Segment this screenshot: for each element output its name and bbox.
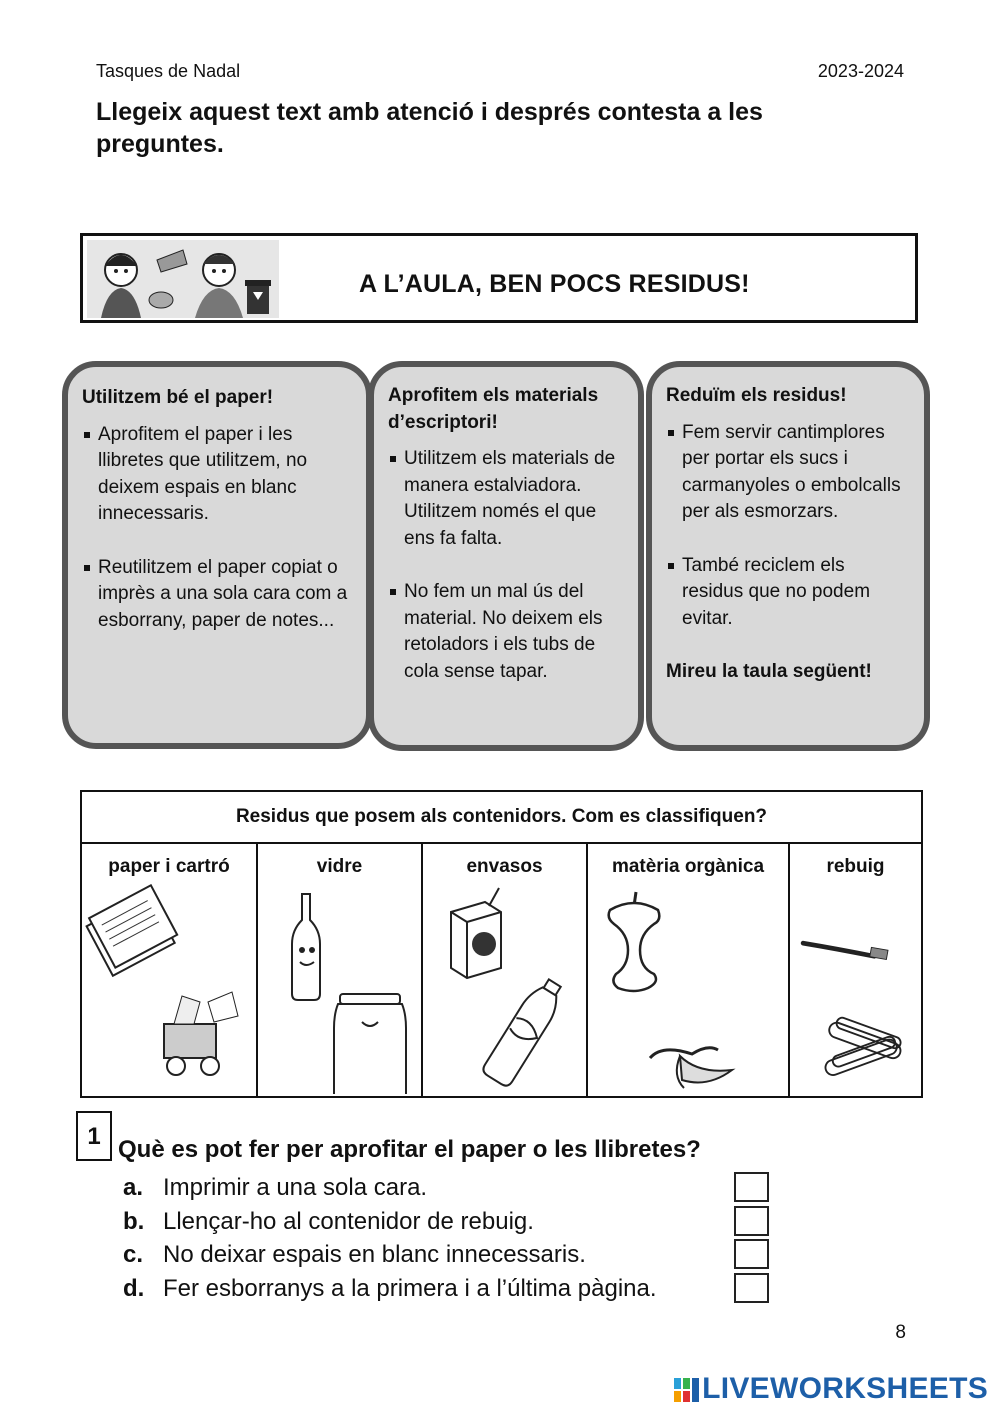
card-item: Reutilitzem el paper copiat o imprès a una sola cara com a esborrany, paper de notes... xyxy=(82,555,352,635)
option-letter: d. xyxy=(123,1275,145,1302)
cardboard-toys-icon xyxy=(164,992,238,1075)
glass-bottle-icon xyxy=(258,884,421,1094)
glass-jar-icon xyxy=(334,994,406,1094)
card-reduce xyxy=(646,361,930,751)
card-item: No fem un mal ús del material. No deixem els retoladors i els tubs de cola sense tapar. xyxy=(388,579,624,685)
card-title: Aprofitem els materials d’escriptori! xyxy=(388,385,599,433)
question-number: 1 xyxy=(76,1111,112,1161)
paper-clips-icon xyxy=(823,1016,902,1077)
brand-text: LIVEWORKSHEETS xyxy=(702,1372,988,1405)
children-recycling-illustration xyxy=(87,240,279,318)
waste-classification-table xyxy=(80,790,923,1098)
option-a xyxy=(123,1174,773,1206)
page-number: 8 xyxy=(895,1322,906,1343)
banner xyxy=(80,233,918,323)
option-letter: a. xyxy=(123,1174,144,1201)
option-text: Imprimir a una sola cara. xyxy=(163,1174,428,1201)
banner-title: A L’AULA, BEN POCS RESIDUS! xyxy=(359,270,750,298)
card-footer: Mireu la taula següent! xyxy=(666,661,872,682)
card-item: Aprofitem el paper i les llibretes que utilitzem, no deixem espais en blanc innecessaris. xyxy=(82,422,352,528)
option-letter: c. xyxy=(123,1241,144,1268)
liveworksheets-icon xyxy=(674,1378,700,1402)
juice-carton-icon xyxy=(423,884,586,1094)
option-d xyxy=(123,1275,773,1307)
table-caption: Residus que posem als contenidors. Com es classifiquen? xyxy=(81,791,922,843)
answer-checkbox-d[interactable] xyxy=(734,1273,769,1303)
answer-checkbox-a[interactable] xyxy=(734,1172,769,1202)
apple-core-icon xyxy=(588,884,788,1094)
card-item: També reciclem els residus que no podem evitar. xyxy=(666,553,910,633)
paper-sheets-icon xyxy=(82,884,256,1094)
column-packaging xyxy=(422,843,587,1097)
instruction: Llegeix aquest text amb atenció i després contesta a les preguntes. xyxy=(96,98,763,158)
brand-logo xyxy=(674,1372,988,1406)
answer-checkbox-c[interactable] xyxy=(734,1239,769,1269)
option-c xyxy=(123,1241,773,1273)
answer-checkbox-b[interactable] xyxy=(734,1206,769,1236)
card-item: Fem servir cantimplores per portar els sucs i carmanyoles o embolcalls per als esmorzars. xyxy=(666,420,910,526)
card-title: Utilitzem bé el paper! xyxy=(82,387,274,408)
option-letter: b. xyxy=(123,1208,145,1235)
banana-peel-icon xyxy=(650,1048,732,1088)
column-header: paper i cartró xyxy=(108,856,230,877)
card-item: Utilitzem els materials de manera estalviadora. Utilitzem només el que ens fa falta. xyxy=(388,446,624,552)
option-text: Llençar-ho al contenidor de rebuig. xyxy=(163,1208,534,1235)
column-header: vidre xyxy=(316,856,363,877)
column-header: envasos xyxy=(466,856,543,877)
card-title: Reduïm els residus! xyxy=(666,385,847,406)
option-text: Fer esborranys a la primera i a l’última pàgina. xyxy=(163,1275,657,1302)
card-paper xyxy=(62,361,372,749)
toothbrush-icon xyxy=(790,884,921,1094)
option-b xyxy=(123,1208,773,1240)
option-text: No deixar espais en blanc innecessaris. xyxy=(163,1241,586,1268)
column-paper xyxy=(81,843,257,1097)
column-glass xyxy=(257,843,422,1097)
column-organic xyxy=(587,843,789,1097)
header-right: 2023-2024 xyxy=(817,61,904,81)
column-rest xyxy=(789,843,922,1097)
question-text: Què es pot fer per aprofitar el paper o les llibretes? xyxy=(118,1136,701,1163)
plastic-bottle-icon xyxy=(481,975,569,1089)
column-header: matèria orgànica xyxy=(611,856,765,877)
column-header: rebuig xyxy=(826,856,885,877)
card-materials xyxy=(368,361,644,751)
header-left: Tasques de Nadal xyxy=(96,61,241,81)
